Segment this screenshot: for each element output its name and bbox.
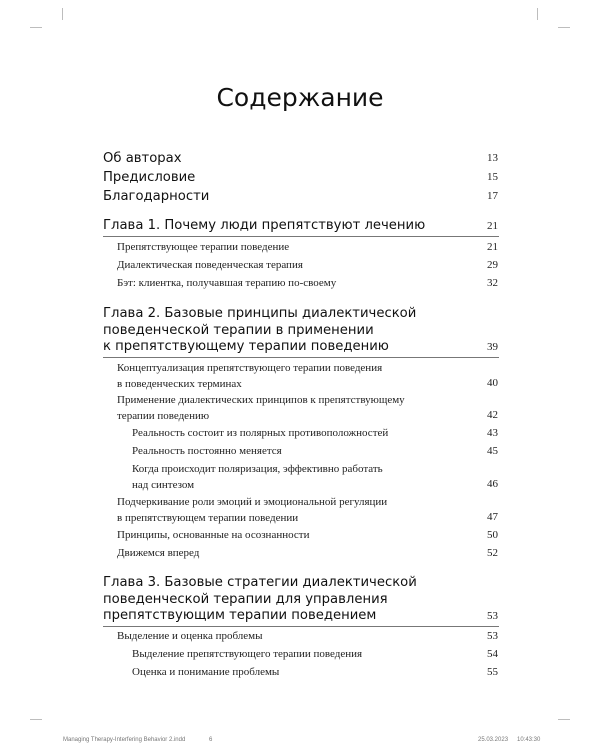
toc-section-title: Применение диалектических принципов к препятствующему терапии поведению — [117, 394, 405, 422]
toc-chapter-title: Глава 3. Базовые стратегии диалектической поведенческой терапии для управления препятствующим терапии поведением — [103, 575, 417, 623]
chapter-divider — [103, 357, 499, 358]
toc-section-title: Диалектическая поведенческая терапия — [117, 259, 303, 271]
toc-section-title: Выделение и оценка проблемы — [117, 630, 263, 642]
toc-page-number: 47 — [487, 511, 498, 523]
toc-page-number: 39 — [487, 341, 498, 353]
toc-page-number: 52 — [487, 547, 498, 559]
chapter-divider — [103, 626, 499, 627]
toc-entry-title: Благодарности — [103, 189, 210, 204]
toc-page-number: 50 — [487, 529, 498, 541]
toc-page-number: 45 — [487, 445, 498, 457]
print-slug-footer — [0, 737, 600, 749]
toc-page-number: 53 — [487, 610, 498, 622]
toc-subsection-title: Реальность постоянно меняется — [132, 445, 282, 457]
toc-page-number: 40 — [487, 377, 498, 389]
toc-page-number: 15 — [487, 171, 498, 183]
toc-section-title: Бэт: клиентка, получавшая терапию по-своему — [117, 277, 337, 289]
toc-page-number: 21 — [487, 220, 498, 232]
toc-subsection-title: Реальность состоит из полярных противоположностей — [132, 427, 389, 439]
footer-file-name: Managing Therapy-Interfering Behavior 2.indd — [63, 737, 186, 743]
toc-page-number: 53 — [487, 630, 498, 642]
toc-page-number: 13 — [487, 152, 498, 164]
toc-subsection-title: Выделение препятствующего терапии поведения — [132, 648, 363, 660]
toc-entry-title: Предисловие — [103, 170, 196, 185]
toc-page-number: 43 — [487, 427, 498, 439]
toc-page-number: 46 — [487, 478, 498, 490]
toc-page-number: 55 — [487, 666, 498, 678]
toc-chapter-title: Глава 2. Базовые принципы диалектической поведенческой терапии в применении к препятствующему терапии поведению — [103, 306, 417, 354]
toc-subsection-title: Оценка и понимание проблемы — [132, 666, 280, 678]
toc-chapter-title: Глава 1. Почему люди препятствуют лечению — [103, 218, 426, 233]
toc-page-number: 54 — [487, 648, 498, 660]
toc-page-number: 29 — [487, 259, 498, 271]
toc-section-title: Движемся вперед — [117, 547, 200, 559]
footer-time: 10:43:30 — [517, 737, 541, 743]
toc-page-number: 21 — [487, 241, 498, 253]
toc-entry-title: Об авторах — [103, 151, 182, 166]
toc-section-title: Подчеркивание роли эмоций и эмоциональной регуляции в препятствующем терапии поведении — [117, 496, 388, 524]
toc-section-title: Принципы, основанные на осознанности — [117, 529, 310, 541]
footer-date: 25.03.2023 — [478, 737, 509, 743]
toc-page-number: 42 — [487, 409, 498, 421]
toc-section-title: Концептуализация препятствующего терапии поведения в поведенческих терминах — [117, 362, 383, 390]
toc-page-number: 32 — [487, 277, 498, 289]
chapter-divider — [103, 236, 499, 237]
toc-section-title: Препятствующее терапии поведение — [117, 241, 290, 253]
toc-page-number: 17 — [487, 190, 498, 202]
footer-page-number: 6 — [209, 737, 213, 743]
page-title: Содержание — [216, 82, 384, 112]
toc-subsection-title: Когда происходит поляризация, эффективно работать над синтезом — [132, 463, 383, 491]
